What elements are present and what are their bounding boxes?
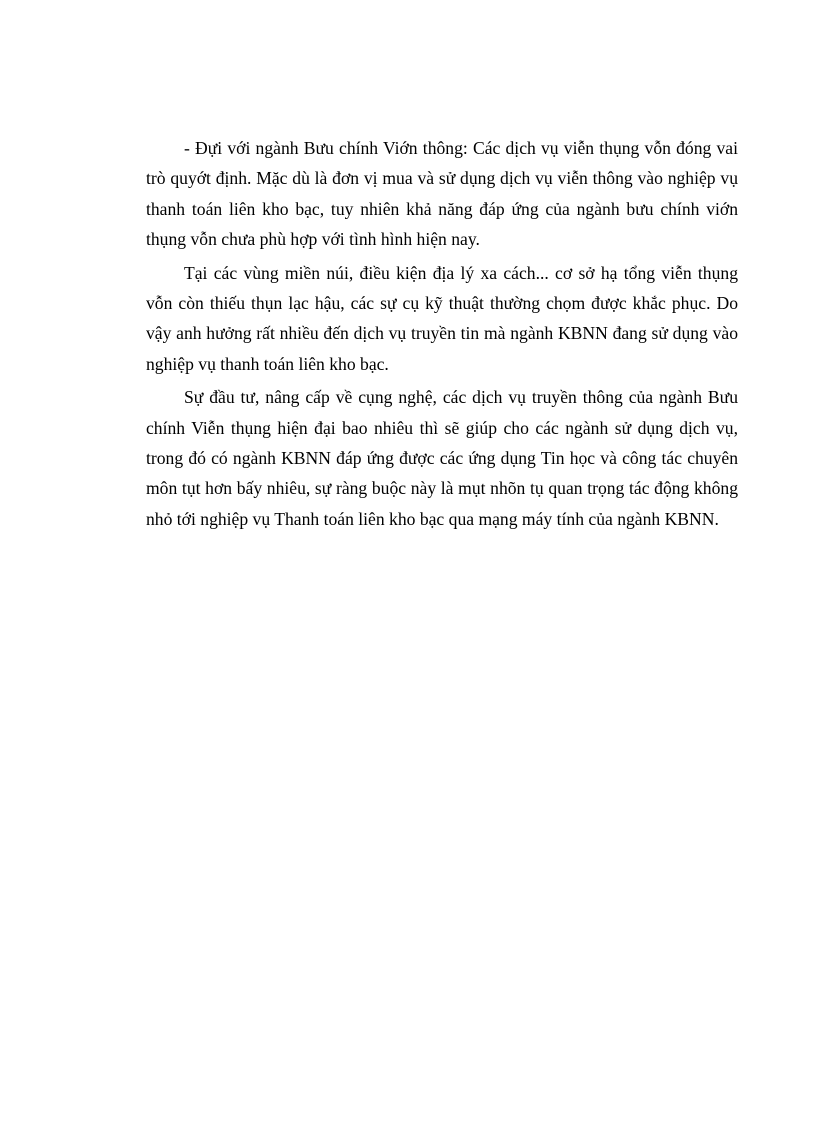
body-text xyxy=(146,133,738,537)
paragraph-telecom-sector: - Đựi với ngành Bưu chính Viớn thông: Các dịch vụ viễn thụng vỗn đóng vai trò quyớt định. Mặc dù là đơn vị mua và sử dụng dịch vụ viễn thông vào nghiệp vụ thanh toán liên kho bạc, tuy nhiên khả năng đáp ứng của ngành bưu chính viớn thụng vỗn chưa phù hợp với tình hình hiện nay. xyxy=(146,138,738,250)
paragraph-technology-investment: Sự đầu tư, nâng cấp về cụng nghệ, các dịch vụ truyền thông của ngành Bưu chính Viễn thụng hiện đại bao nhiêu thì sẽ giúp cho các ngành sử dụng dịch vụ, trong đó có ngành KBNN đáp ứng được các ứng dụng Tin học và công tác chuyên môn tụt hơn bấy nhiêu, sự ràng buộc này là mụt nhõn tụ quan trọng tác động không nhỏ tới nghiệp vụ Thanh toán liên kho bạc qua mạng máy tính của ngành KBNN. xyxy=(146,387,738,529)
paragraph-mountain-regions: Tại các vùng miền núi, điều kiện địa lý xa cách... cơ sở hạ tổng viễn thụng vỗn còn thiếu thụn lạc hậu, các sự cụ kỹ thuật thường chọm được khắc phục. Do vậy anh hưởng rất nhiều đến dịch vụ truyền tin mà ngành KBNN đang sử dụng vào nghiệp vụ thanh toán liên kho bạc. xyxy=(146,262,738,374)
